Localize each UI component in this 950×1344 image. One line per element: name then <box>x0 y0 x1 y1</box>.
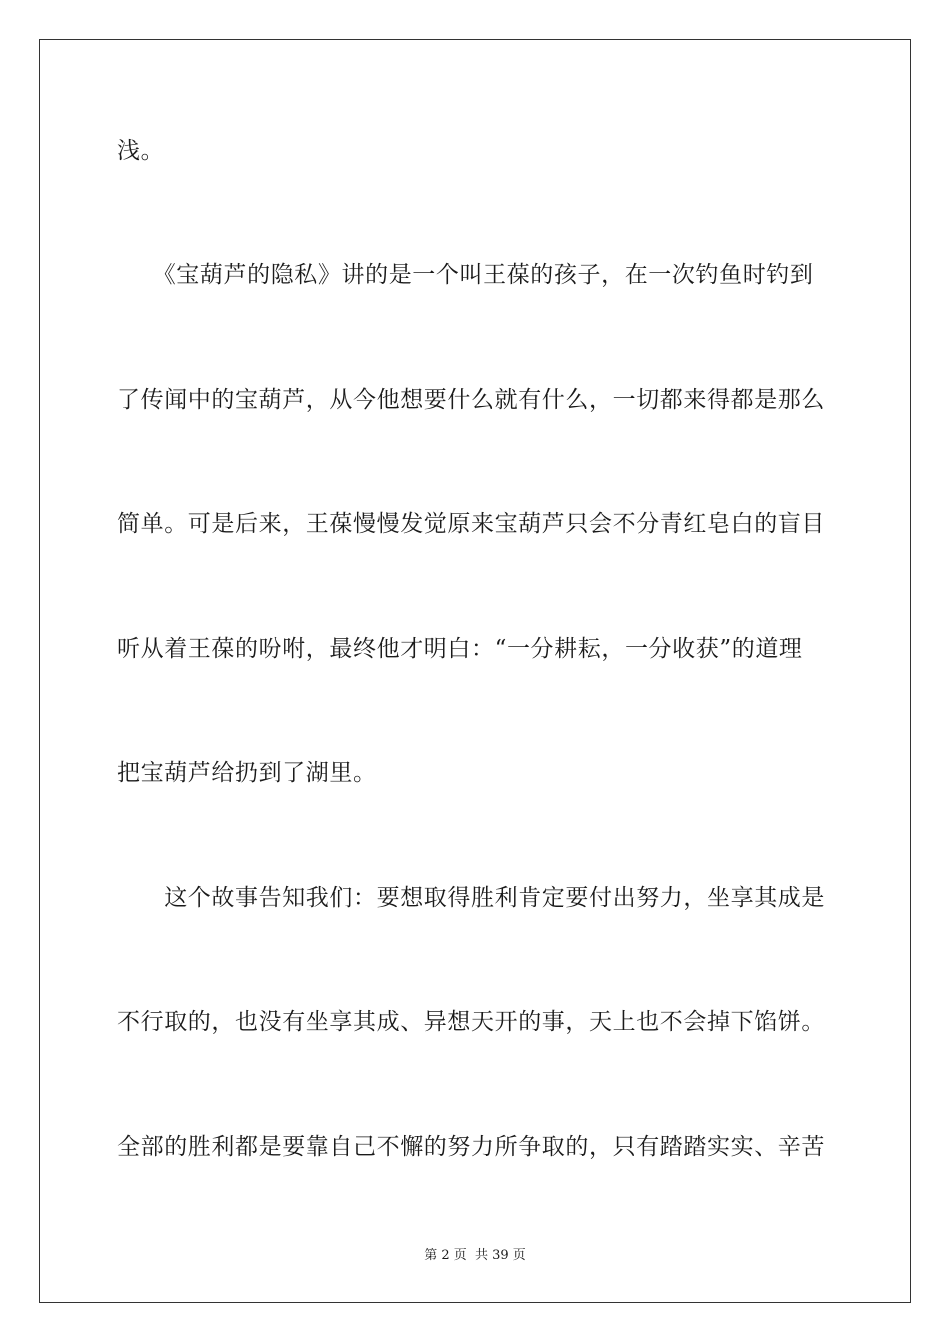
text-line: 听从着王葆的吩咐，最终他才明白：“一分耕耘，一分收获”的道理 <box>117 636 803 662</box>
page-footer <box>0 1247 950 1265</box>
page-border <box>39 39 911 1303</box>
text-line: 了传闻中的宝葫芦，从今他想要什么就有什么，一切都来得都是那么 <box>117 387 825 413</box>
text-line: 不行取的，也没有坐享其成、异想天开的事，天上也不会掉下馅饼。 <box>117 1009 825 1035</box>
text-line: 《宝葫芦的隐私》讲的是一个叫王葆的孩子，在一次钓鱼时钓到 <box>117 262 814 288</box>
text-line: 简单。可是后来，王葆慢慢发觉原来宝葫芦只会不分青红皂白的盲目 <box>117 511 825 537</box>
page-number: 第 2 页 <box>424 1248 467 1263</box>
page-total: 共 39 页 <box>474 1248 526 1263</box>
text-line: 全部的胜利都是要靠自己不懈的努力所争取的，只有踏踏实实、辛苦 <box>117 1134 825 1160</box>
text-line: 浅。 <box>117 138 165 164</box>
text-line: 这个故事告知我们：要想取得胜利肯定要付出努力，坐享其成是 <box>117 885 825 911</box>
text-line: 把宝葫芦给扔到了湖里。 <box>117 760 377 786</box>
